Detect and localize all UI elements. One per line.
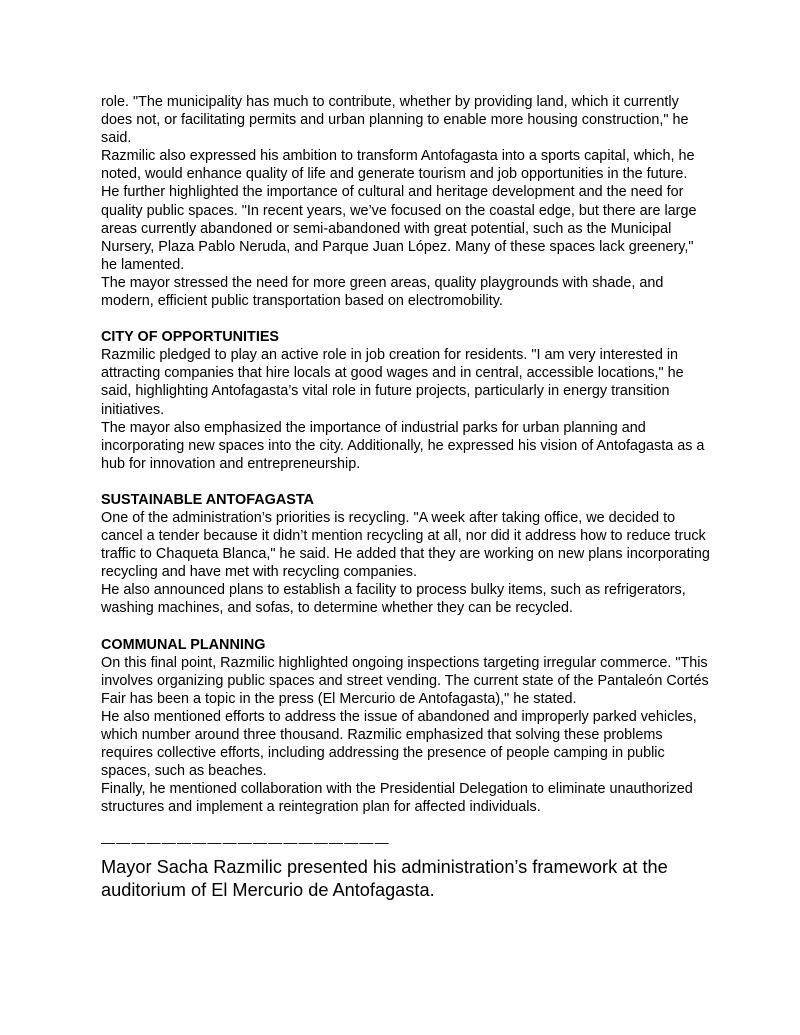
article-page: [101, 93, 711, 901]
paragraph: Finally, he mentioned collaboration with the Presidential Delegation to eliminate unauthorized structures and implement a reintegration plan for affected individuals.: [101, 781, 693, 816]
paragraph: Razmilic pledged to play an active role in job creation for residents. "I am very interested in attracting companies that hire locals at good wages and in central, accessible locations," he said, highlighting Antofagasta’s vital role in future projects, particularly in energy transition initiatives.: [101, 347, 684, 418]
paragraph: One of the administration’s priorities is recycling. "A week after taking office, we decided to cancel a tender because it didn’t mention recycling at all, nor did it address how to reduce truck traffic to Chaqueta Blanca," he said. He added that they are working on new plans incorporating recycling and have met with recycling companies.: [101, 509, 710, 581]
paragraph: role. "The municipality has much to contribute, whether by providing land, which it currently does not, or facilitating permits and urban planning to enable more housing construction," he said.: [101, 94, 689, 147]
section-heading: CITY OF OPPORTUNITIES: [101, 329, 280, 346]
section-city-of-opportunities: [101, 328, 711, 473]
photo-caption: Mayor Sacha Razmilic presented his administration’s framework at the auditorium of El Mercurio de Antofagasta.: [101, 857, 668, 900]
paragraph: He further highlighted the importance of cultural and heritage development and the need for quality public spaces. "In recent years, we’ve focused on the coastal edge, but there are large areas currently abandoned or semi-abandoned with great potential, such as the Municipal Nursery, Plaza Pablo Neruda, and Parque Juan López. Many of these spaces lack greenery," he lamented.: [101, 184, 697, 273]
paragraph: He also mentioned efforts to address the issue of abandoned and improperly parked vehicles, which number around three thousand. Razmilic emphasized that solving these problems requires collective efforts, including addressing the presence of people camping in public spaces, such as beaches.: [101, 708, 697, 780]
section-communal-planning: [101, 636, 711, 817]
paragraph: On this final point, Razmilic highlighted ongoing inspections targeting irregular commerce. "This involves organizing public spaces and street vending. The current state of the Pantaleón Cortés Fair has been a topic in the press (El Mercurio de Antofagasta)," he stated.: [101, 654, 709, 707]
paragraph: The mayor stressed the need for more green areas, quality playgrounds with shade, and modern, efficient public transportation based on electromobility.: [101, 274, 664, 310]
section-sustainable-antofagasta: [101, 491, 711, 618]
paragraph: Razmilic also expressed his ambition to transform Antofagasta into a sports capital, which, he noted, would enhance quality of life and generate tourism and job opportunities in the future.: [101, 148, 695, 183]
section-heading: COMMUNAL PLANNING: [101, 636, 266, 653]
article-intro: [101, 93, 711, 310]
separator-line: ———————————————————: [101, 834, 390, 851]
paragraph: He also announced plans to establish a facility to process bulky items, such as refrigerators, washing machines, and sofas, to determine whether they can be recycled.: [101, 582, 686, 617]
section-heading: SUSTAINABLE ANTOFAGASTA: [101, 491, 314, 508]
paragraph: The mayor also emphasized the importance of industrial parks for urban planning and incorporating new spaces into the city. Additionally, he expressed his vision of Antofagasta as a hub for innovation and entrepreneurship.: [101, 419, 705, 472]
